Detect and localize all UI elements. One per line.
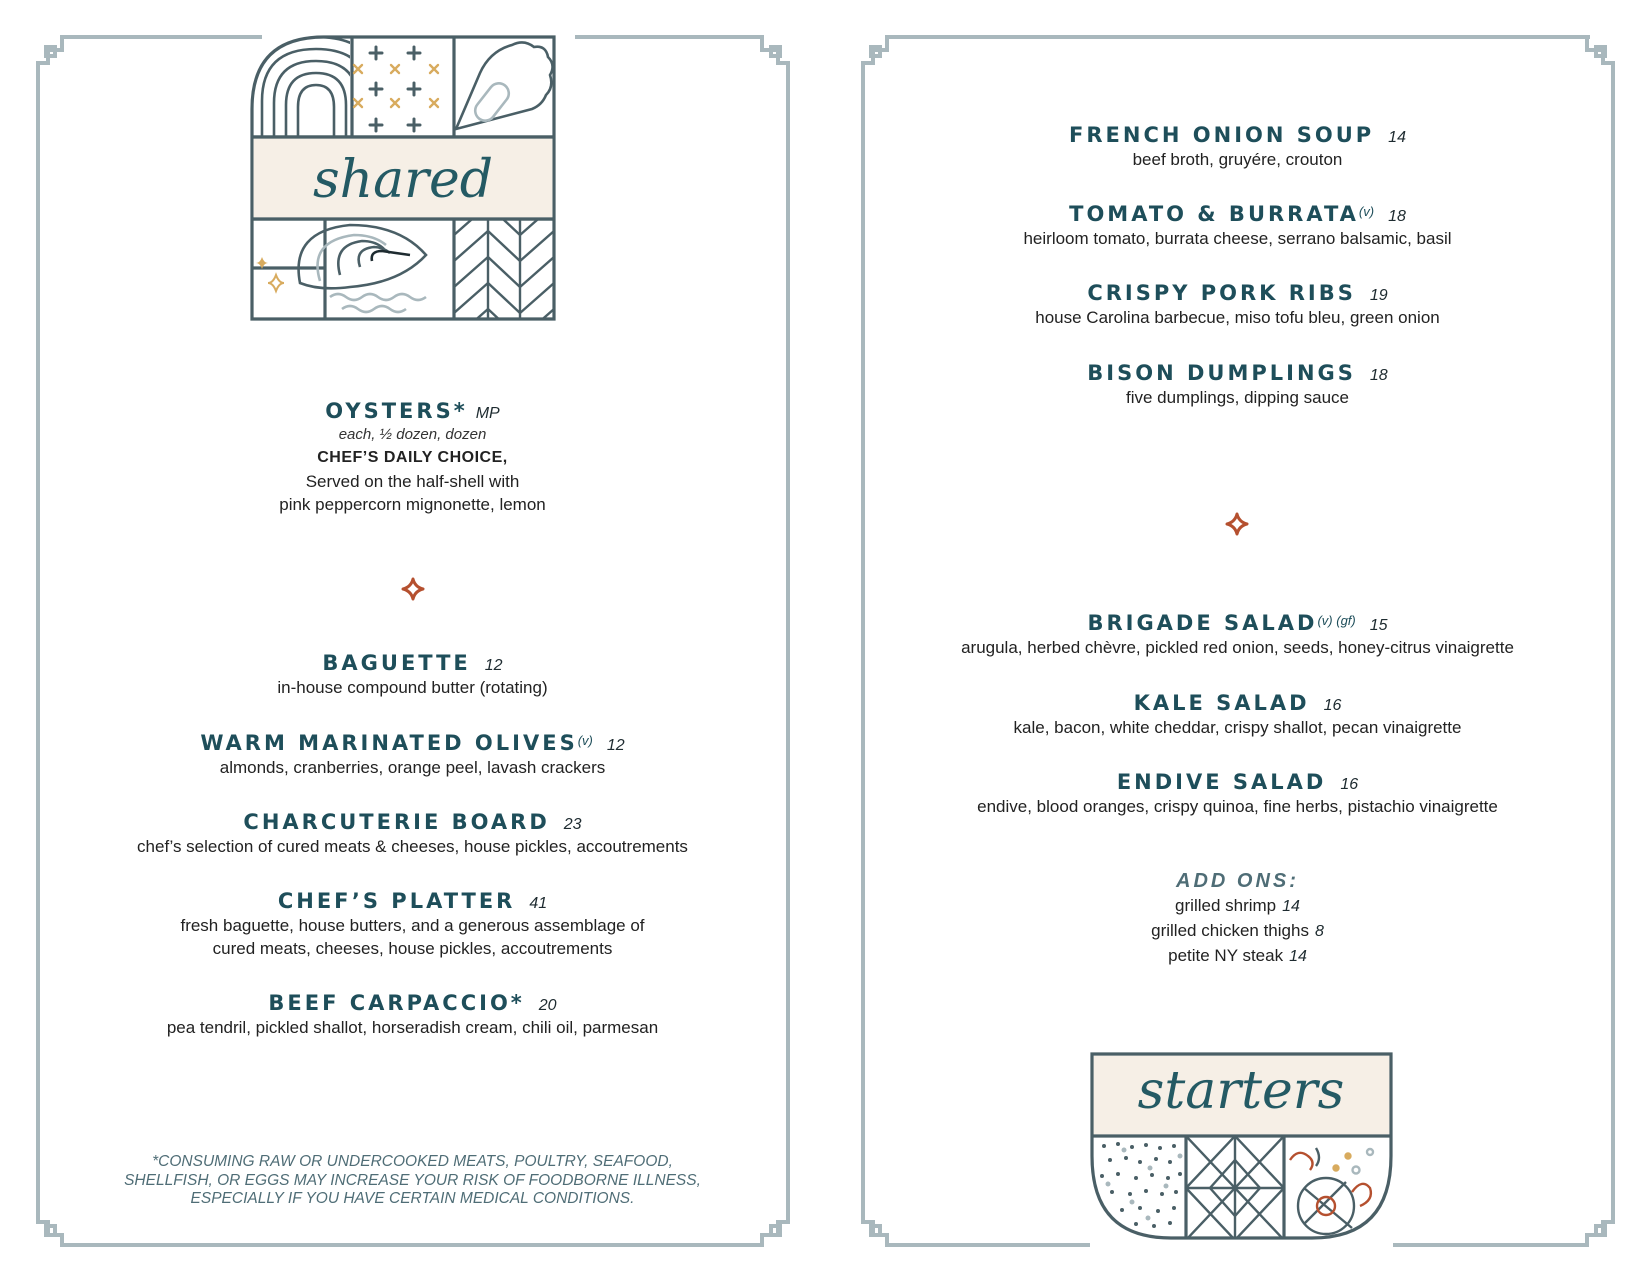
item-description: arugula, herbed chèvre, pickled red onion, seeds, honey-citrus vinaigrette <box>961 638 1514 657</box>
oyster-sizes: each, ½ dozen, dozen <box>338 426 487 443</box>
item-description: five dumplings, dipping sauce <box>1125 388 1350 407</box>
dietary-tag: (v) <box>577 733 593 748</box>
add-on-label: petite NY steak <box>1168 946 1284 965</box>
item-description: in-house compound butter (rotating) <box>277 678 548 697</box>
item-description: pea tendril, pickled shallot, horseradish cream, chili oil, parmesan <box>166 1018 659 1037</box>
add-on-price: 8 <box>1314 923 1324 940</box>
item-price: 18 <box>1388 208 1406 225</box>
starters-badge-illustration <box>1090 1052 1393 1240</box>
starters-title: starters <box>1137 1061 1345 1121</box>
item-price: 19 <box>1369 287 1388 304</box>
shared-badge-illustration <box>250 35 556 321</box>
item-description: chef’s selection of cured meats & cheeses, house pickles, accoutrements <box>137 837 688 856</box>
item-price: 12 <box>484 657 503 674</box>
add-on-label: grilled chicken thighs <box>1151 921 1309 940</box>
add-ons-section <box>825 868 1650 969</box>
item-price: 41 <box>529 895 548 912</box>
item-name: BEEF CARPACCIO* <box>268 991 525 1015</box>
item-price: 16 <box>1323 697 1342 714</box>
item-description: cured meats, cheeses, house pickles, accoutrements <box>212 939 613 958</box>
item-name: CRISPY PORK RIBS <box>1087 281 1356 305</box>
item-description: fresh baguette, house butters, and a generous assemblage of <box>180 916 645 935</box>
menu-item-oysters <box>0 398 825 516</box>
menu-item <box>825 280 1650 329</box>
item-name: OYSTERS* <box>325 399 468 423</box>
item-description: kale, bacon, white cheddar, crispy shallot, pecan vinaigrette <box>1013 718 1462 737</box>
item-price: 20 <box>538 997 557 1014</box>
add-on-item <box>825 894 1650 919</box>
add-on-price: 14 <box>1289 948 1307 965</box>
item-description: endive, blood oranges, crispy quinoa, fine herbs, pistachio vinaigrette <box>977 797 1498 816</box>
item-name: BRIGADE SALAD <box>1087 611 1318 635</box>
disclaimer-line: ESPECIALLY IF YOU HAVE CERTAIN MEDICAL CONDITIONS. <box>190 1190 635 1207</box>
menu-item <box>825 360 1650 409</box>
add-on-item <box>825 944 1650 969</box>
item-name: BISON DUMPLINGS <box>1087 361 1356 385</box>
item-description: Served on the half-shell with <box>305 472 520 491</box>
chef-daily-choice: CHEF’S DAILY CHOICE, <box>317 449 508 466</box>
item-price: MP <box>475 405 500 422</box>
menu-item <box>825 201 1650 250</box>
add-ons-title: ADD ONS: <box>1176 870 1299 892</box>
menu-item <box>0 650 825 699</box>
item-description: heirloom tomato, burrata cheese, serrano balsamic, basil <box>1023 229 1452 248</box>
starters-menu-page <box>825 0 1650 1275</box>
item-name: WARM MARINATED OLIVES <box>200 731 578 755</box>
item-price: 16 <box>1340 776 1359 793</box>
item-description: house Carolina barbecue, miso tofu bleu, green onion <box>1035 308 1440 327</box>
sparkle-divider-icon <box>1225 512 1249 536</box>
item-price: 12 <box>606 737 625 754</box>
menu-item <box>0 809 825 858</box>
dietary-tag: (v) <box>1358 204 1375 219</box>
item-price: 23 <box>563 816 582 833</box>
item-name: BAGUETTE <box>322 651 471 675</box>
item-price: 14 <box>1388 129 1406 146</box>
item-description: pink peppercorn mignonette, lemon <box>279 495 546 514</box>
menu-item <box>0 990 825 1039</box>
menu-item <box>825 769 1650 818</box>
item-name: ENDIVE SALAD <box>1116 770 1327 794</box>
item-name: KALE SALAD <box>1133 691 1310 715</box>
item-name: CHARCUTERIE BOARD <box>243 810 550 834</box>
add-on-price: 14 <box>1282 898 1300 915</box>
dietary-tag: (v) (gf) <box>1317 613 1356 628</box>
disclaimer-line: *CONSUMING RAW OR UNDERCOOKED MEATS, POULTRY, SEAFOOD, <box>152 1153 673 1170</box>
item-name: CHEF’S PLATTER <box>277 889 516 913</box>
menu-item <box>825 122 1650 171</box>
item-price: 15 <box>1369 617 1388 634</box>
item-description: almonds, cranberries, orange peel, lavash crackers <box>219 758 606 777</box>
item-price: 18 <box>1369 367 1388 384</box>
menu-item <box>0 888 825 960</box>
menu-item <box>0 730 825 779</box>
sparkle-divider-icon <box>401 577 425 601</box>
menu-item <box>825 610 1650 659</box>
menu-item <box>825 690 1650 739</box>
disclaimer-line: SHELLFISH, OR EGGS MAY INCREASE YOUR RISK OF FOODBORNE ILLNESS, <box>124 1171 701 1189</box>
add-on-label: grilled shrimp <box>1175 896 1277 915</box>
item-description: beef broth, gruyére, crouton <box>1132 150 1343 169</box>
item-name: FRENCH ONION SOUP <box>1069 123 1375 147</box>
add-on-item <box>825 919 1650 944</box>
item-name: TOMATO & BURRATA <box>1069 202 1359 226</box>
shared-title: shared <box>312 150 494 210</box>
food-safety-disclaimer <box>0 1153 825 1209</box>
